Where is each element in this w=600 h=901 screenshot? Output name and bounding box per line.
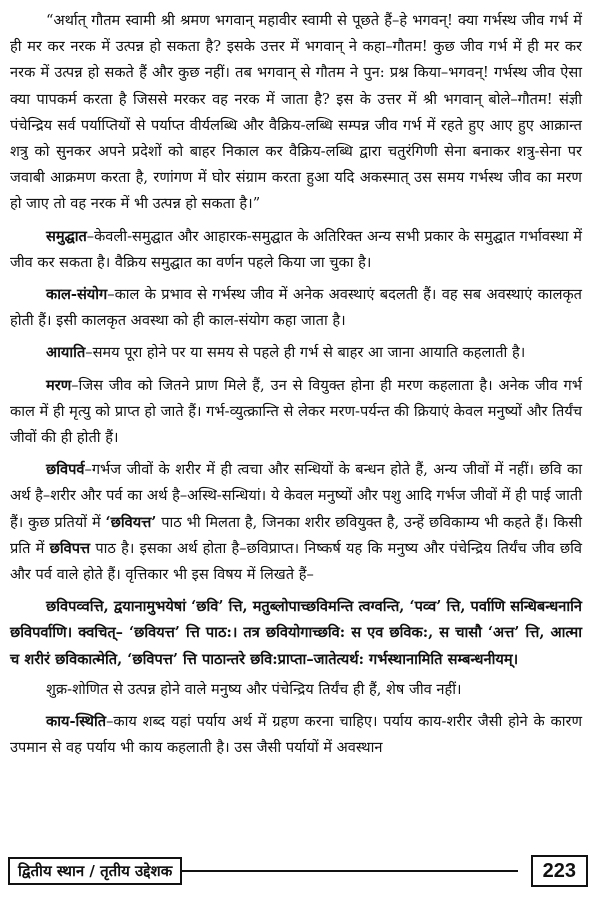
text-chhaviparv-a: –गर्भज जीवों के शरीर में ही त्वचा और सन्धियों के बन्धन होते हैं, अन्य जीवों में नहीं। छवि का अर्थ है–शरीर और पर्व का अर्थ है–अस्थि-सन्धियां। ये केवल मनुष्यों और पशु आदि गर्भज जीवों में ही पाई जाती हैं। कुछ प्रतियों में [10,461,582,531]
text-kal-sanyog: –काल के प्रभाव से गर्भस्थ जीव में अनेक अवस्थाएं बदलती हैं। वह सब अवस्थाएं कालकृत होती हैं। इसी कालकृत अवस्था को ही काल-संयोग कहा जाता है। [10,286,582,330]
paragraph-kal-sanyog [10,282,582,334]
page-footer [8,855,588,889]
text-kay-sthiti: –काय शब्द यहां पर्याय अर्थ में ग्रहण करना चाहिए। पर्याय काय-शरीर जैसी होने के कारण उपमान से वह पर्याय भी काय कहलाती है। उस जैसी पर्यायों में अवस्थान [10,713,582,757]
text-chhaviparv-c: पाठ है। इसका अर्थ होता है–छविप्राप्त। निष्कर्ष यह कि मनुष्य और पंचेन्द्रिय तिर्यंच जीव छवि और पर्व वाले होते हैं। वृत्तिकार भी इस विषय में लिखते हैं– [10,539,582,584]
paragraph-shukra: शुक्र-शोणित से उत्पन्न होने वाले मनुष्य और पंचेन्द्रिय तिर्यंच ही हैं, शेष जीव नहीं। [46,680,462,698]
page-body [10,8,582,761]
bold-chhaviyatt: ‘छवियत्त’ [105,513,157,531]
term-chhaviparv: छविपर्व [46,461,85,479]
sanskrit-commentary: छविपव्वत्ति, द्वयानामुभयेषां ‘छवि’ त्ति, मतुब्लोपाच्छविमन्ति त्वग्वन्ति, ‘पव्व’ त्ति, पर्वाणि सन्धिबन्धनानि छविपर्वाणि। क्वचित्– ‘छवियत्त’ त्ति पाठ:। तत्र छवियोगाच्छवि: स एव छविक:, स चासौ ‘अत्त’ त्ति, आत्मा च शरीरं छविकात्मेति, ‘छविपत्त’ त्ति पाठान्तरे छवि:प्राप्ता–जातेत्यर्थ: गर्भस्थानामिति सम्बन्धनीयम्। [10,598,582,668]
term-maran: मरण [46,376,72,394]
paragraph-chhaviparv [10,457,582,588]
bold-chhavipatt: छविपत्त [49,539,91,557]
paragraph-quote: “अर्थात् गौतम स्वामी श्री श्रमण भगवान् महावीर स्वामी से पूछते हैं–हे भगवन्! क्या गर्भस्थ जीव गर्भ में ही मर कर नरक में उत्पन्न हो सकता है? इसके उत्तर में भगवान् ने कहा–गौतम! कुछ जीव गर्भ में ही मर कर नरक में उत्पन्न हो सकते हैं और कुछ नहीं। तब भगवान् से गौतम ने पुन: प्रश्न किया–भगवन्! गर्भस्थ जीव ऐसा क्या पापकर्म करता है जिससे मरकर वह नरक में जाता है? इस के उत्तर में श्री भगवान् बोले–गौतम! संज्ञी पंचेन्द्रिय सर्व पर्याप्तियों से पर्याप्त वीर्यलब्धि और वैक्रिय-लब्धि सम्पन्न जीव गर्भ में रहते हुए आए हुए आक्रान्त शत्रु को सुनकर अपने प्रदेशों को बाहर निकाल कर वैक्रिय-लब्धि द्वारा चतुरंगिणी सेना बनाकर शत्रु-सेना पर जवाबी आक्रमण करता है, रणांगण में घोर संग्राम करता हुआ यदि अकस्मात् उस समय गर्भस्थ जीव का मरण हो जाए तो वह नरक में भी उत्पन्न हो सकता है।” [10,12,582,213]
term-kay-sthiti: काय-स्थिति [46,713,107,731]
text-chhaviparv-b: पाठ भी मिलता है, जिनका शरीर छवियुक्त है, उन्हें छविकाम्य भी कहते हैं। किसी प्रति में [10,513,582,557]
term-aayati: आयाति [46,344,86,362]
term-samudghat: समुद्घात [46,227,87,245]
text-aayati: –समय पूरा होने पर या समय से पहले ही गर्भ से बाहर आ जाना आयाति कहलाती है। [85,344,526,362]
paragraph-samudghat [10,224,582,276]
paragraph-kay-sthiti [10,709,582,761]
term-kal-sanyog: काल-संयोग [46,286,108,304]
paragraph-aayati [10,340,582,366]
page-number: 223 [531,855,588,887]
text-samudghat: –केवली-समुद्घात और आहारक-समुद्घात के अतिरिक्त अन्य सभी प्रकार के समुद्घात गर्भावस्था में जीव कर सकता है। वैक्रिय समुद्घात का वर्णन पहले किया जा चुका है। [10,227,582,271]
paragraph-maran [10,373,582,452]
text-maran: –जिस जीव को जितने प्राण मिले हैं, उन से वियुक्त होना ही मरण कहलाता है। अनेक जीव गर्भ काल में ही मृत्यु को प्राप्त हो जाते हैं। गर्भ-व्युत्क्रान्ति से लेकर मरण-पर्यन्त की क्रियाएं केवल मनुष्यों और तिर्यंच जीवों की ही होती हैं। [10,376,582,447]
footer-section-label: द्वितीय स्थान / तृतीय उद्देशक [8,857,182,885]
footer-divider [156,870,518,872]
